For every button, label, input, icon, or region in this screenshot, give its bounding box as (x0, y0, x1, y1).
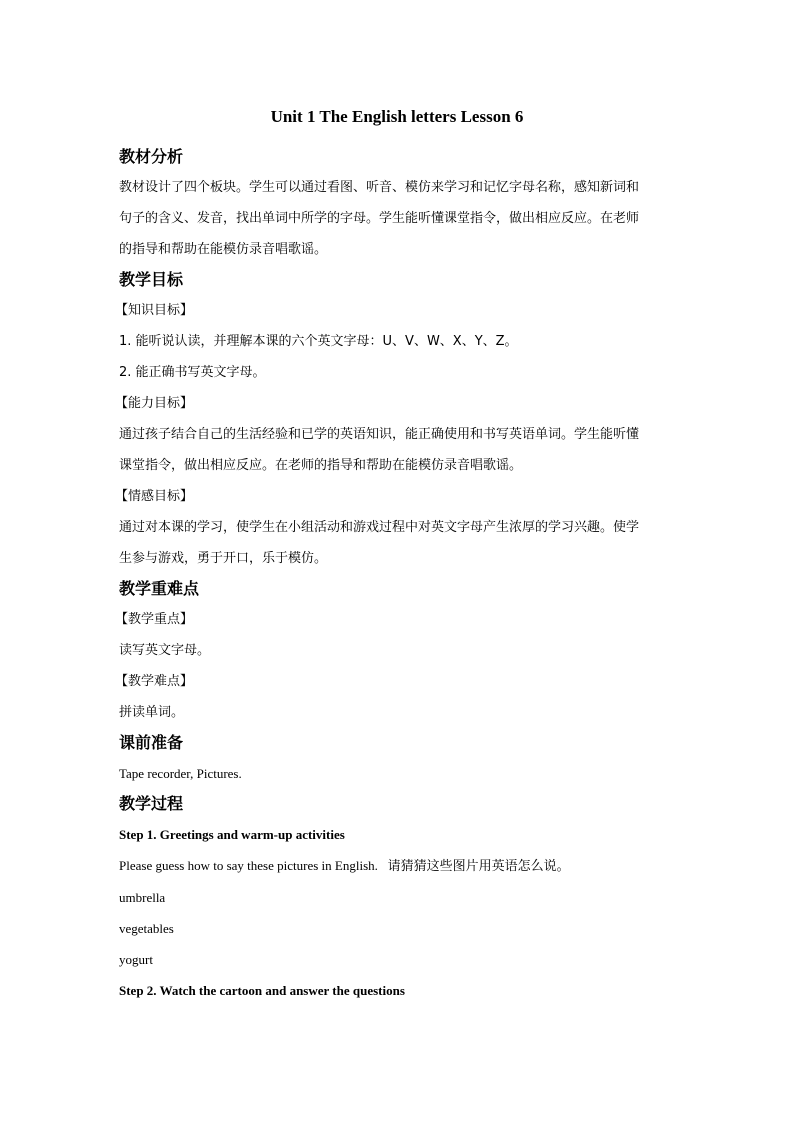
difficult-point-text: 拼读单词。 (119, 705, 185, 720)
emotion-goal-label: 【情感目标】 (115, 489, 194, 504)
step-1-instruction (119, 850, 679, 882)
ability-goal-label: 【能力目标】 (115, 396, 194, 411)
knowledge-item-2: 2. 能正确书写英文字母。 (119, 365, 266, 380)
step-2-heading: Step 2. Watch the cartoon and answer the questions (119, 983, 405, 998)
step-1-heading: Step 1. Greetings and warm-up activities (119, 827, 345, 842)
section-heading-prep: 课前准备 (119, 733, 184, 752)
word-vegetables: vegetables (119, 921, 174, 936)
prep-text: Tape recorder, Pictures. (119, 766, 242, 781)
section-heading-analysis: 教材分析 (119, 147, 184, 166)
page-title: Unit 1 The English letters Lesson 6 (270, 107, 524, 126)
step-1-instruction-zh: 请猜猜这些图片用英语怎么说。 (387, 859, 570, 874)
section-heading-goals: 教学目标 (119, 270, 184, 289)
key-point-text: 读写英文字母。 (119, 643, 211, 658)
section-heading-process: 教学过程 (119, 794, 184, 813)
ability-line-1: 通过孩子结合自己的生活经验和已学的英语知识，能正确使用和书写英语单词。学生能听懂 (119, 427, 640, 442)
knowledge-item-1: 1. 能听说认读，并理解本课的六个英文字母：U、V、W、X、Y、Z。 (119, 334, 518, 349)
difficult-point-label: 【教学难点】 (115, 674, 194, 689)
analysis-line-2: 句子的含义、发音，找出单词中所学的字母。学生能听懂课堂指令，做出相应反应。在老师 (119, 211, 640, 226)
document-body (115, 146, 679, 1006)
step-1-instruction-en: Please guess how to say these pictures in English. (119, 858, 378, 873)
knowledge-goal-label: 【知识目标】 (115, 303, 194, 318)
word-yogurt: yogurt (119, 952, 153, 967)
emotion-line-2: 生参与游戏，勇于开口，乐于模仿。 (119, 551, 328, 566)
word-umbrella: umbrella (119, 890, 166, 905)
section-heading-keypoints: 教学重难点 (119, 579, 200, 598)
key-point-label: 【教学重点】 (115, 612, 194, 627)
analysis-line-3: 的指导和帮助在能模仿录音唱歌谣。 (119, 242, 328, 257)
emotion-line-1: 通过对本课的学习，使学生在小组活动和游戏过程中对英文字母产生浓厚的学习兴趣。使学 (119, 520, 640, 535)
ability-line-2: 课堂指令，做出相应反应。在老师的指导和帮助在能模仿录音唱歌谣。 (119, 458, 523, 473)
analysis-line-1: 教材设计了四个板块。学生可以通过看图、听音、模仿来学习和记忆字母名称，感知新词和 (119, 180, 640, 195)
